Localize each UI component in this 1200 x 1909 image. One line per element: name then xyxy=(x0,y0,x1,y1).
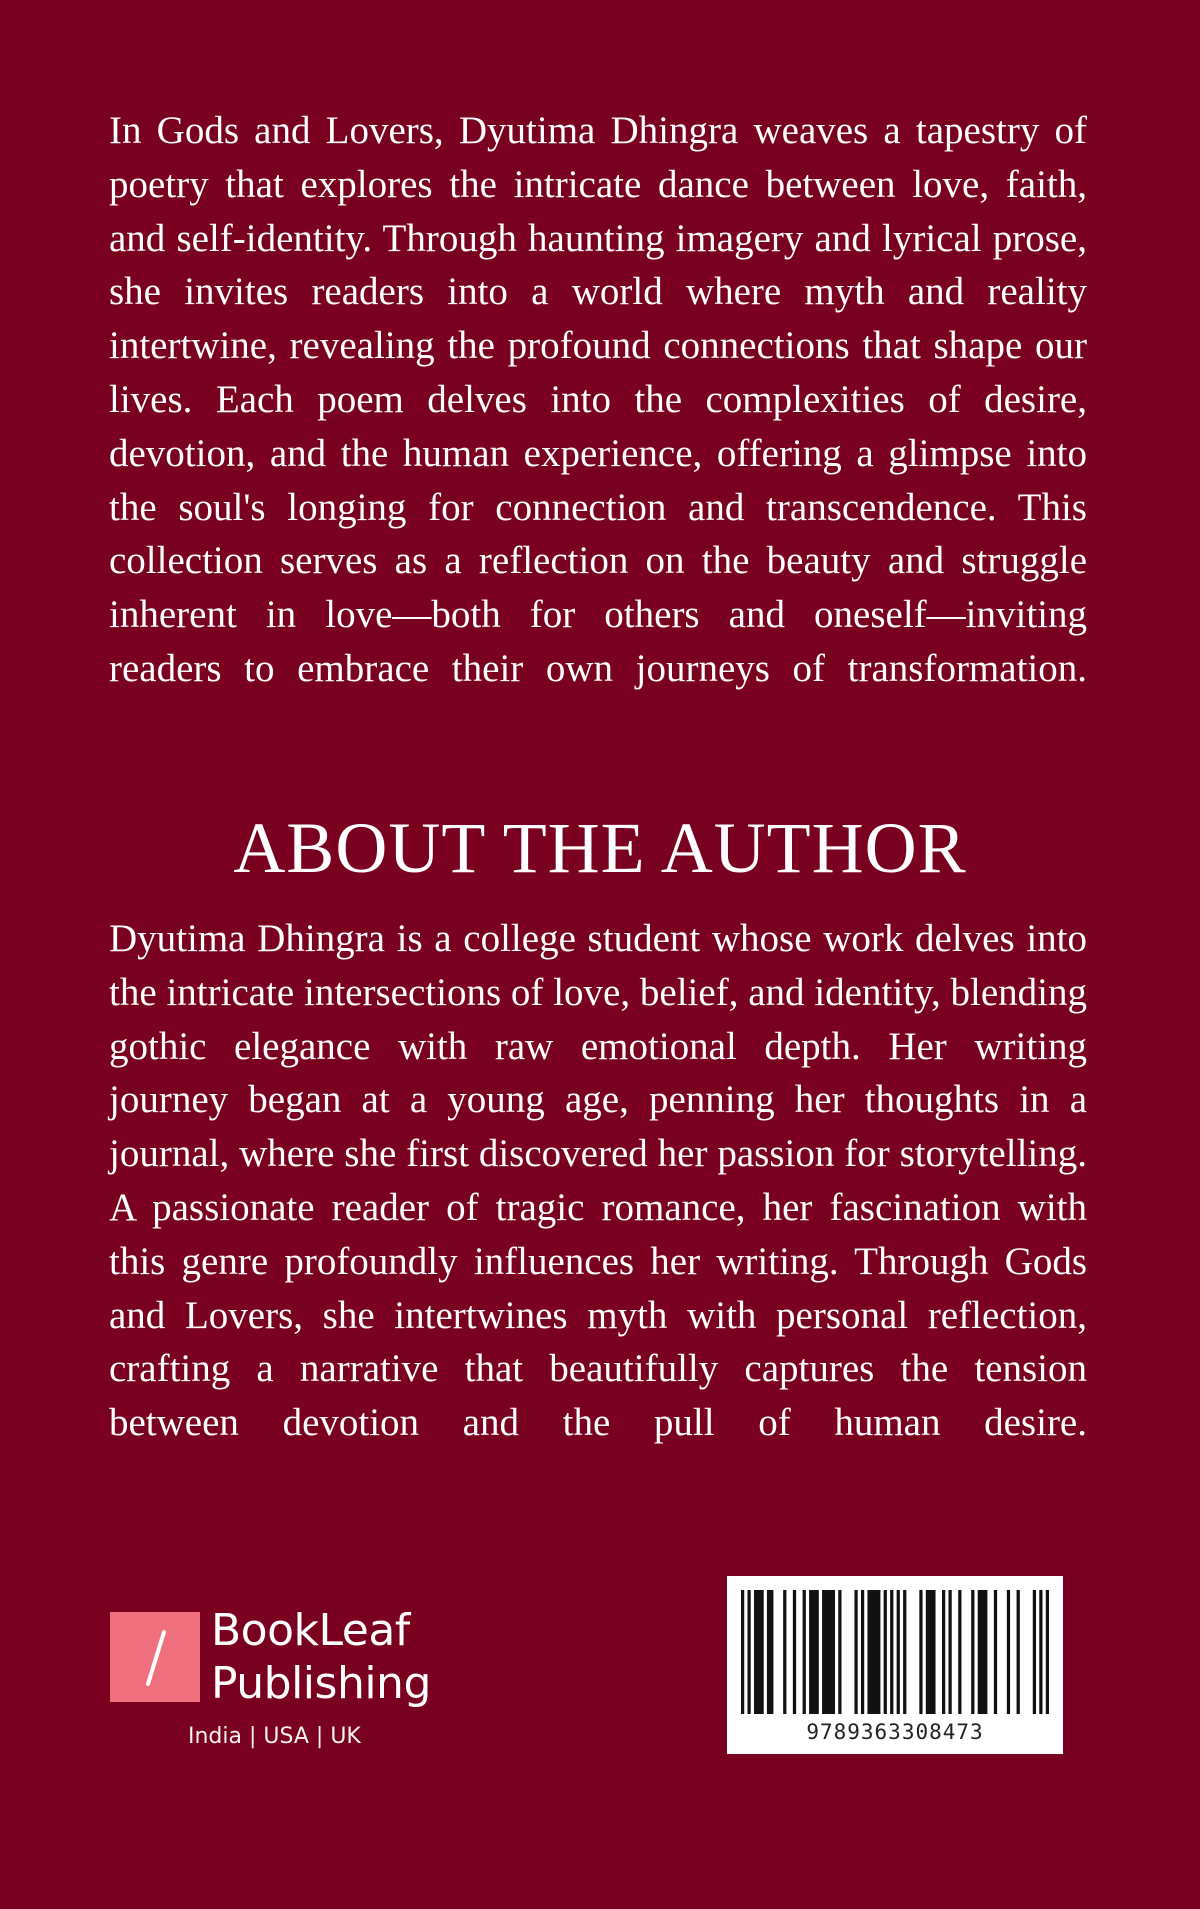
barcode-bar xyxy=(747,1590,750,1714)
barcode-bar xyxy=(994,1590,997,1714)
barcode-bar xyxy=(822,1590,835,1714)
barcode-bar xyxy=(741,1590,744,1714)
barcode-bars xyxy=(741,1590,1049,1714)
publisher-regions: India | USA | UK xyxy=(188,1724,361,1749)
barcode-bar xyxy=(838,1590,841,1714)
isbn-barcode xyxy=(727,1576,1063,1754)
barcode-bar xyxy=(890,1590,893,1714)
barcode-bar xyxy=(958,1590,961,1714)
barcode-bar xyxy=(1046,1590,1049,1714)
barcode-bar xyxy=(971,1590,974,1714)
barcode-bar xyxy=(948,1590,951,1714)
barcode-bar xyxy=(809,1590,819,1714)
barcode-bar xyxy=(978,1590,988,1714)
barcode-bar xyxy=(767,1590,773,1714)
barcode-bar xyxy=(897,1590,900,1714)
publisher-name-line2: Publishing xyxy=(211,1658,431,1709)
barcode-bar xyxy=(926,1590,936,1714)
isbn-number: 9789363308473 xyxy=(806,1720,984,1744)
barcode-bar xyxy=(754,1590,764,1714)
barcode-bar xyxy=(1033,1590,1036,1714)
about-author-heading: ABOUT THE AUTHOR xyxy=(233,808,967,888)
slash-mark-icon xyxy=(110,1612,200,1702)
publisher-name-line1: BookLeaf xyxy=(211,1605,410,1656)
barcode-bar xyxy=(1007,1590,1010,1714)
barcode-bar xyxy=(1017,1590,1020,1714)
barcode-bar xyxy=(942,1590,945,1714)
book-blurb: In Gods and Lovers, Dyutima Dhingra weaves a tapestry of poetry that explores the intricate dance between love, faith, and self-identity. Through haunting imagery and lyrical prose, she invites readers into a world where myth and reality intertwine, revealing the profound connections that shape our lives. Each poem delves into the complexities of desire, devotion, and the human experience, offering a glimpse into the soul's longing for connection and transcendence. This collection serves as a reflection on the beauty and struggle inherent in love—both for others and oneself—inviting readers to embrace their own journeys of transformation. xyxy=(109,109,1087,690)
barcode-bar xyxy=(793,1590,796,1714)
barcode-bar xyxy=(861,1590,864,1714)
barcode-bar xyxy=(854,1590,857,1714)
publisher-name xyxy=(211,1604,431,1710)
author-bio: Dyutima Dhingra is a college student whose work delves into the intricate intersections of love, belief, and identity, blending gothic elegance with raw emotional depth. Her writing journey began at a young age, penning her thoughts in a journal, where she first discovered her passion for storytelling. A passionate reader of tragic romance, her fascination with this genre profoundly influences her writing. Through Gods and Lovers, she intertwines myth with personal reflection, crafting a narrative that beautifully captures the tension between devotion and the pull of human desire. xyxy=(109,917,1087,1445)
barcode-bar xyxy=(919,1590,922,1714)
slash-logo-icon xyxy=(110,1612,200,1702)
barcode-bar xyxy=(783,1590,786,1714)
barcode-bar xyxy=(803,1590,806,1714)
barcode-bar xyxy=(903,1590,906,1714)
barcode-bar xyxy=(867,1590,880,1714)
barcode-bar xyxy=(884,1590,887,1714)
barcode-bar xyxy=(1039,1590,1042,1714)
